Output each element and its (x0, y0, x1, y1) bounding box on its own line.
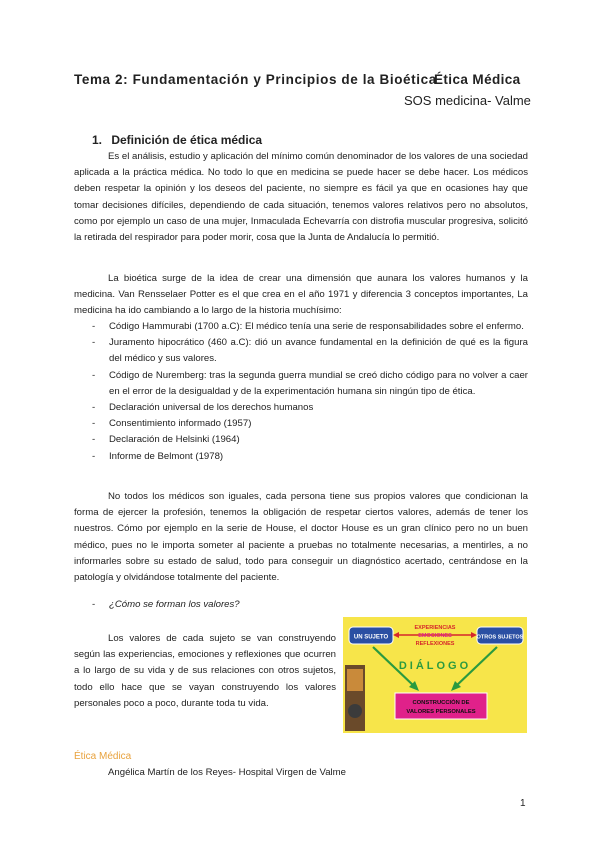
section-number: 1. (92, 133, 103, 147)
values-diagram (343, 617, 527, 733)
list-item: - Consentimiento informado (1957) (92, 418, 252, 430)
paragraph-formation: Los valores de cada sujeto se van construyendo según las experiencias, emociones y reflexiones que ocurren a lo largo de su vida y de sus relaciones con otros sujetos, todo ello hace que se vayan construyendo los valores personales poco a poco, durante toda tu vida. (74, 633, 336, 709)
experiences-label: EXPERIENCIAS (414, 625, 456, 631)
footer-author: Angélica Martín de los Reyes- Hospital Virgen de Valme (108, 767, 347, 778)
section-title: Definición de ética médica (111, 133, 263, 147)
right-subjects-label: OTROS SUJETOS (476, 634, 524, 641)
source-label: SOS medicina- Valme (404, 93, 531, 108)
page-number: 1 (520, 798, 526, 809)
dialog-label: DIÁLOGO (398, 660, 472, 672)
construction-box (395, 693, 487, 719)
document-title: Tema 2: Fundamentación y Principios de la Bioética (74, 72, 437, 87)
paragraph-definition: Es el análisis, estudio y aplicación del mínimo común denominador de los valores de una sociedad aplicada a la práctica médica. No todo lo que en medicina se puede hacer se debe hacer. Los médicos deben respetar la opinión y los deseos del paciente, no siempre es fácil ya que en ocasiones hay que tomar decisiones difíciles, dependiendo de cada situación, tenemos valores relativos pero no absolutos, como por ejemplo un caso de una mujer, Inmaculada Echevarría con distrofia muscular progresiva, solicitó la retirada del respirador para poder morir, cosa que la Junta de Andalucía lo permitió. (74, 151, 528, 244)
paragraph-values: No todos los médicos son iguales, cada persona tiene sus propios valores que condicionan la forma de ejercer la profesión, tenemos la obligación de respetar ciertos valores, además de tener los nuestros. Cómo por ejemplo en la serie de House, el doctor House es un gran clínico pero no un buen médico, pues no le importa someter al paciente a pruebas no totalmente necesarias, a mentirles, a no informarles sobre su estado de salud, todo para conseguir un diagnóstico acertado, centrándose en la patología y olvidándose totalmente del paciente. (74, 491, 528, 584)
list-item: - Juramento hipocrático (460 a.C): dió un avance fundamental en la definición de qué es la figura del médico y sus valores. (92, 337, 528, 365)
list-item: - Declaración de Helsinki (1964) (92, 434, 240, 446)
construction-label-line2: VALORES PERSONALES (406, 709, 476, 715)
question-text: ¿Cómo se forman los valores? (109, 599, 240, 610)
construction-label-line1: CONSTRUCCIÓN DE (412, 700, 470, 706)
emotions-label: EMOCIONES (418, 633, 452, 639)
section-heading (92, 133, 262, 147)
footer-subject: Ética Médica (74, 751, 132, 762)
subject-heading: Ética Médica (434, 72, 521, 87)
list-item: - Informe de Belmont (1978) (92, 450, 224, 462)
question-heading: - ¿Cómo se forman los valores? (92, 599, 240, 610)
left-subject-label: UN SUJETO (353, 634, 389, 641)
history-list (92, 319, 528, 465)
list-item: - Código de Nuremberg: tras la segunda guerra mundial se creó dicho código para no volver a caer en el error de la desigualdad y de la experimentación humana sin ningún tipo de ética. (92, 369, 528, 397)
list-item: - Código Hammurabi (1700 a.C): El médico tenía una serie de responsabilidades sobre el enfermo. (92, 321, 524, 332)
diagram-graphic (343, 617, 527, 733)
paragraph-bioethics: La bioética surge de la idea de crear una dimensión que aunara los valores humanos y la medicina. Van Rensselaer Potter es el que crea en el año 1971 y diferencia 3 conceptos importantes, La medicina ha ido cambiando a lo largo de la historia muchísimo: (74, 273, 528, 317)
list-item: - Declaración universal de los derechos humanos (92, 402, 314, 414)
reflections-label: REFLEXIONES (415, 641, 455, 647)
